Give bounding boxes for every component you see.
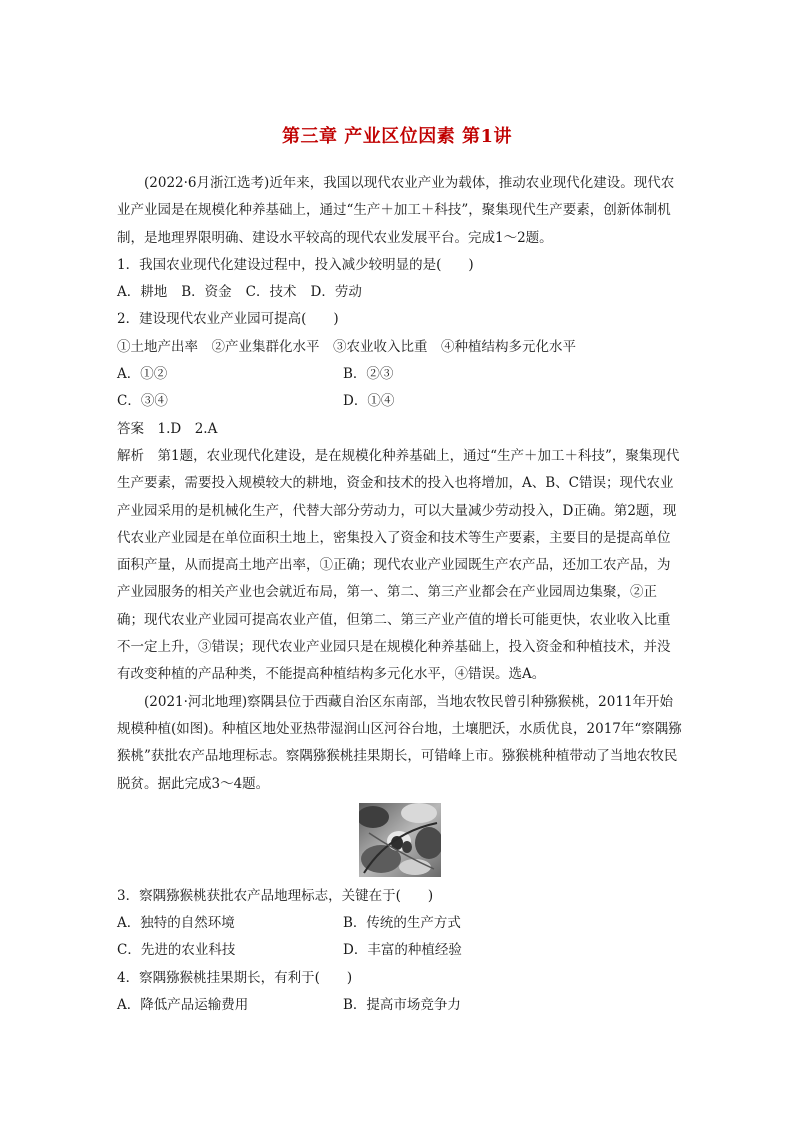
passage-1: (2022·6月浙江选考)近年来，我国以现代农业产业为载体，推动农业现代化建设。现代农业产业园是在规模化种养基础上，通过“生产＋加工＋科技”，聚集现代生产要素，创新体制机制，是地理界限明确、建设水平较高的现代农业发展平台。完成1～2题。: [117, 175, 675, 246]
question-2-items: ①土地产出率 ②产业集群化水平 ③农业收入比重 ④种植结构多元化水平: [117, 338, 576, 355]
kiwi-photo: [359, 803, 441, 877]
question-2-stem: 2．建设现代农业产业园可提高( ): [117, 311, 339, 328]
option-a: A．耕地: [117, 284, 168, 301]
option-b: B．②③: [343, 366, 394, 383]
question-4-stem: 4．察隅猕猴桃挂果期长，有利于( ): [117, 969, 353, 986]
question-4-options-row-1: [117, 992, 683, 1019]
option-d: D．劳动: [310, 284, 362, 301]
option-b: B．资金: [181, 284, 232, 301]
question-3-options-row-1: [117, 910, 683, 937]
option-c: C．③④: [117, 393, 168, 410]
question-3-stem: 3．察隅猕猴桃获批农产品地理标志，关键在于( ): [117, 887, 434, 904]
option-a: A．独特的自然环境: [117, 915, 235, 932]
question-2-options-row-1: [117, 361, 683, 388]
option-c: C．技术: [245, 284, 297, 301]
option-d: D．丰富的种植经验: [343, 942, 462, 959]
question-2-options-row-2: [117, 388, 683, 415]
kiwi-photo-figure: [117, 803, 683, 877]
document-body: [117, 170, 683, 1019]
option-c: C．先进的农业科技: [117, 942, 236, 959]
page-title: 第三章 产业区位因素 第1讲: [281, 126, 513, 147]
question-1-stem: 1．我国农业现代化建设过程中，投入减少较明显的是( ): [117, 256, 474, 273]
option-b: B．提高市场竞争力: [343, 997, 461, 1014]
passage-2: (2021·河北地理)察隅县位于西藏自治区东南部，当地农牧民曾引种猕猴桃，2011年开始规模种植(如图)。种植区地处亚热带湿润山区河谷台地，土壤肥沃，水质优良，2017年“察隅猕猴桃”获批农产品地理标志。察隅猕猴桃挂果期长，可错峰上市。猕猴桃种植带动了当地农牧民脱贫。据此完成3～4题。: [117, 693, 682, 792]
analysis-text: 解析 第1题，农业现代化建设，是在规模化种养基础上，通过“生产＋加工＋科技”，聚集现代生产要素，需要投入规模较大的耕地，资金和技术的投入也将增加，A、B、C错误；现代农业产业园采用的是机械化生产，代替大部分劳动力，可以大量减少劳动投入，D正确。第2题，现代农业产业园是在单位面积土地上，密集投入了资金和技术等生产要素，主要目的是提高单位面积产量，从而提高土地产出率，①正确；现代农业产业园既生产农产品，还加工农产品，为产业园服务的相关产业也会就近布局，第一、第二、第三产业都会在产业园周边集聚，②正确；现代农业产业园可提高农业产值，但第二、第三产业产值的增长可能更快，农业收入比重不一定上升，③错误；现代农业产业园只是在规模化种养基础上，投入资金和种植技术，并没有改变种植的产品种类，不能提高种植结构多元化水平，④错误。选A。: [117, 447, 680, 683]
question-1-options: [117, 279, 683, 306]
option-a: A．①②: [117, 366, 168, 383]
option-a: A．降低产品运输费用: [117, 997, 249, 1014]
option-d: D．①④: [343, 393, 395, 410]
option-b: B．传统的生产方式: [343, 915, 461, 932]
answer-line: 答案 1.D 2.A: [117, 420, 218, 437]
question-3-options-row-2: [117, 937, 683, 964]
